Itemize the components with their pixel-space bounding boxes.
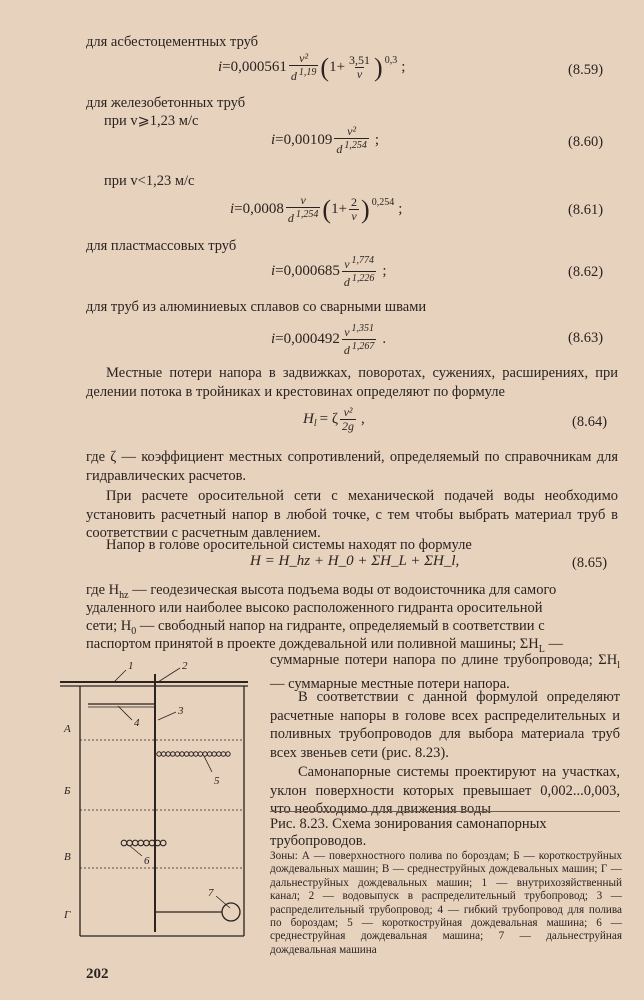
sprinkler-unit: [203, 752, 207, 756]
callout-7: 7: [208, 887, 214, 899]
caption-rule: [270, 811, 620, 812]
figure-legend: Зоны: А — поверхностного полива по бороздам; Б — короткоструйных дождевальных машин; В — среднеструйных дождевальных машин; Г — дальнеструйных дождевальных машин; 1 — внутрихозяйственный канал; 2 — водовыпуск в распределительный трубопровод; 3 — распределительный трубопровод; 4 — гибкий трубопровод для полива по бороздам; 5 — короткоструйная дождевальная машина; 6 — среднеструйная дождевальная машина; 7 — дальнеструйная дождевальная машина: [270, 850, 622, 956]
where-line-1: где $H_{hz}$ — геодезическая высота подъема воды от водоисточника для самого: [86, 582, 557, 601]
formula-8-63: i =0,000492 $\frac{v ^{1,351}}{d ^{1,267}}$ .: [271, 323, 387, 357]
paragraph-local-losses: Местные потери напора в задвижках, поворотах, сужениях, расширениях, при делении потока в тройниках и крестовинах определяют по формуле: [86, 365, 618, 400]
formula-8-60: i =0,00109 $\frac{\text{v²}}{d ^{1,254}}$ ;: [271, 124, 380, 156]
label-asbestos: для асбестоцементных труб: [86, 34, 259, 50]
eq-number-8-63: (8.63): [568, 330, 604, 346]
right-col-sum-losses: суммарные потери напора по длине трубопровода; $\Sigma H_l$ — суммарные местные потери напора.: [270, 652, 620, 693]
callout-leader: [204, 756, 212, 772]
paragraph-network: При расчете оросительной сети с механической подачей воды необходимо установить расчетный напор в любой точке, с тем чтобы выбрать материал труб в соответствии с расчетным давлением.: [86, 488, 618, 542]
formula-8-65: H = H_hz + H_0 + ΣH_L + ΣH_l,: [250, 553, 460, 569]
eq-number-8-62: (8.62): [568, 264, 604, 280]
callout-leader: [130, 846, 142, 856]
callout-6: 6: [144, 855, 150, 867]
callout-3: 3: [178, 705, 184, 717]
short-range-sprinkler-chain: [157, 752, 230, 756]
eq-number-8-59: (8.59): [568, 62, 604, 78]
sprinkler-unit: [121, 840, 127, 846]
sprinkler-unit: [180, 752, 184, 756]
formula-8-59: i =0,000561 $\frac{\text{v²}}{d ^{1,19}}$ ( 1+ $\frac{3,51}{v}$ ) 0,3 ;: [218, 51, 406, 83]
sprinkler-unit: [149, 840, 155, 846]
sprinkler-unit: [194, 752, 198, 756]
formula-8-61: i =0,0008 $\frac{v}{d ^{1,254}}$ ( 1+ $\frac{2}{v}$ ) 0,254 ;: [230, 193, 403, 225]
callout-4: 4: [134, 717, 140, 729]
sprinkler-unit: [217, 752, 221, 756]
zone-label-b: Б: [64, 785, 71, 797]
long-range-sprinkler: [222, 903, 240, 921]
sprinkler-unit: [226, 752, 230, 756]
right-col-accordance: В соответствии с данной формулой определяют расчетные напоры в голове всех распределительных и поливных трубопроводов для выбора материала труб всех звеньев сети (рис. 8.23).: [270, 689, 620, 761]
eq-number-8-61: (8.61): [568, 202, 604, 218]
formula-8-64: H l = ζ $\frac{\text{v²}}{2g}$ ,: [303, 405, 365, 433]
label-concrete-slow: при v<1,23 м/с: [104, 173, 195, 189]
sprinkler-unit: [160, 840, 166, 846]
eq-number-8-65: (8.65): [572, 555, 608, 571]
figure-zoning-diagram: [58, 660, 252, 946]
callout-leader: [114, 670, 126, 682]
fraction: $\frac{\text{v²}}{d ^{1,19}}$: [290, 51, 317, 83]
formula-lhs: i: [218, 59, 223, 75]
fraction: $\frac{3,51}{v}$: [349, 53, 371, 81]
where-line-4: паспортом принятой в проекте дождевальной или поливной машины; $\Sigma H_L$ —: [86, 636, 563, 655]
sprinkler-unit: [138, 840, 144, 846]
label-concrete: для железобетонных труб: [86, 95, 246, 111]
paragraph-zeta: где ζ — коэффициент местных сопротивлений, определяемый по справочникам для гидравлических расчетов.: [86, 449, 618, 484]
sprinkler-unit: [212, 752, 216, 756]
callout-leader: [118, 706, 132, 720]
sprinkler-unit: [157, 752, 161, 756]
callout-2: 2: [182, 660, 188, 672]
zone-label-v: В: [64, 851, 71, 863]
eq-number-8-60: (8.60): [568, 134, 604, 150]
sprinkler-unit: [166, 752, 170, 756]
callout-leader: [158, 712, 176, 720]
sprinkler-unit: [184, 752, 188, 756]
right-col-gravity: Самонапорные системы проектируют на участках, уклон поверхности которых превышает 0,002...0,003, что необходимо для движения воды: [270, 764, 620, 818]
paragraph-head: Напор в голове оросительной системы находят по формуле: [106, 537, 472, 553]
formula-8-62: i =0,000685 $\frac{v ^{1,774}}{d ^{1,226}}$ ;: [271, 255, 387, 289]
label-concrete-fast: при v⩾1,23 м/с: [104, 113, 199, 129]
label-aluminium: для труб из алюминиевых сплавов со сварными швами: [86, 299, 427, 315]
sprinkler-unit: [221, 752, 225, 756]
callout-leader: [158, 668, 180, 682]
sprinkler-unit: [207, 752, 211, 756]
sprinkler-unit: [189, 752, 193, 756]
mid-range-sprinkler-chain: [121, 840, 166, 846]
formula-coef: =0,000561: [222, 59, 287, 75]
figure-caption: Рис. 8.23. Схема зонирования самонапорных трубопроводов.: [270, 816, 547, 849]
sprinkler-unit: [175, 752, 179, 756]
eq-number-8-64: (8.64): [572, 414, 608, 430]
sprinkler-unit: [171, 752, 175, 756]
callout-5: 5: [214, 775, 220, 787]
where-line-3: сети; $H_0$ — свободный напор на гидранте, определяемый в соответствии с: [86, 618, 545, 637]
callout-1: 1: [128, 660, 134, 672]
zone-label-g: Г: [64, 909, 71, 921]
callout-leader: [216, 896, 230, 908]
sprinkler-unit: [161, 752, 165, 756]
page-number: 202: [86, 966, 109, 982]
sprinkler-unit: [127, 840, 133, 846]
sprinkler-unit: [198, 752, 202, 756]
sprinkler-unit: [132, 840, 138, 846]
zone-label-a: А: [64, 723, 71, 735]
where-line-2: удаленного или наиболее высоко расположенного гидранта оросительной: [86, 600, 543, 616]
label-plastic: для пластмассовых труб: [86, 238, 237, 254]
sprinkler-unit: [144, 840, 150, 846]
